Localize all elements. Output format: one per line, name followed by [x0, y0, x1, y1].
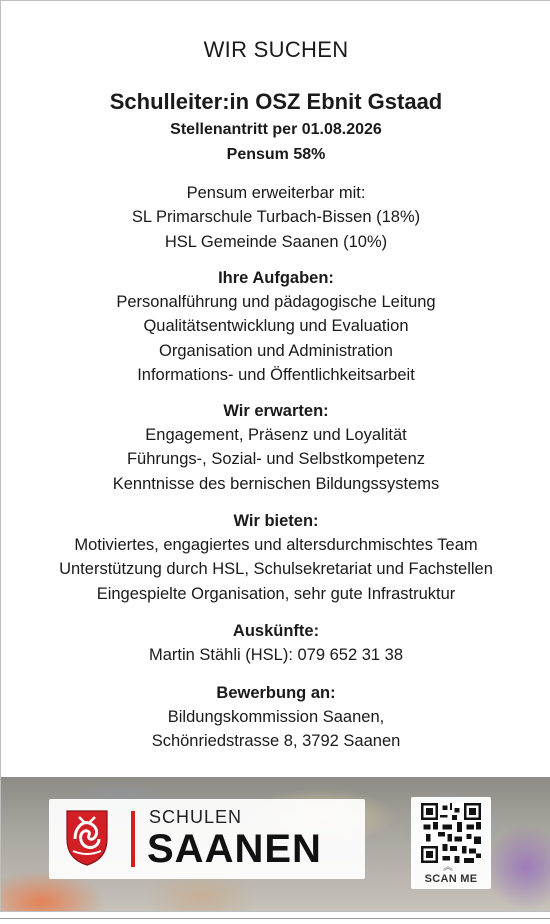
application-heading: Bewerbung an:	[216, 684, 336, 702]
task-line: Informations- und Öffentlichkeitsarbeit	[137, 365, 415, 384]
contact-line: Martin Stähli (HSL): 079 652 31 38	[148, 646, 404, 664]
extension-line: SL Primarschule Turbach-Bissen (18%)	[131, 208, 421, 227]
contact-section	[1, 619, 550, 667]
job-title: Schulleiter:in OSZ Ebnit Gstaad	[109, 89, 443, 114]
task-line: Personalführung und pädagogische Leitung	[116, 293, 436, 311]
chevron-up-icon: ︽	[443, 862, 453, 873]
task-line: Organisation und Administration	[159, 341, 393, 360]
scan-me-label: SCAN ME	[424, 873, 478, 885]
expectation-line: Engagement, Präsenz und Loyalität	[145, 426, 407, 444]
bottom-divider	[0, 918, 550, 919]
extension-line: HSL Gemeinde Saanen (10%)	[164, 232, 388, 251]
expectation-line: Kenntnisse des bernischen Bildungssystems	[112, 474, 440, 493]
tasks-heading: Ihre Aufgaben:	[218, 269, 334, 287]
chalk-banner	[1, 777, 550, 912]
logo-schulen-text: SCHULEN	[149, 807, 243, 827]
offer-heading: Wir bieten:	[233, 512, 319, 530]
task-line: Qualitätsentwicklung und Evaluation	[143, 317, 409, 336]
extension-intro: Pensum erweiterbar mit:	[186, 184, 366, 202]
logo-accent-bar	[131, 811, 135, 867]
contact-heading: Auskünfte:	[232, 622, 320, 640]
tasks-section	[1, 266, 550, 387]
qr-panel[interactable]	[411, 797, 491, 889]
offer-line: Eingespielte Organisation, sehr gute Infrastruktur	[96, 584, 456, 603]
saanen-crest-icon	[65, 809, 109, 867]
expectations-heading: Wir erwarten:	[223, 402, 329, 420]
application-line: Schönriedstrasse 8, 3792 Saanen	[151, 732, 401, 751]
logo-saanen-text: SAANEN	[147, 827, 322, 871]
expectations-section	[1, 399, 550, 496]
schulen-saanen-logo	[49, 799, 365, 879]
offer-section	[1, 509, 550, 606]
expectation-line: Führungs-, Sozial- und Selbstkompetenz	[126, 450, 426, 469]
extension-section	[1, 181, 550, 254]
application-line: Bildungskommission Saanen,	[167, 708, 385, 726]
start-date: Stellenantritt per 01.08.2026	[170, 121, 382, 138]
offer-line: Unterstützung durch HSL, Schulsekretariat und Fachstellen	[59, 560, 493, 579]
workload: Pensum 58%	[226, 146, 326, 163]
application-section	[1, 681, 550, 754]
offer-line: Motiviertes, engagiertes und altersdurchmischtes Team	[74, 536, 478, 554]
qr-code-icon[interactable]	[421, 803, 481, 863]
headline: WIR SUCHEN	[203, 37, 349, 62]
